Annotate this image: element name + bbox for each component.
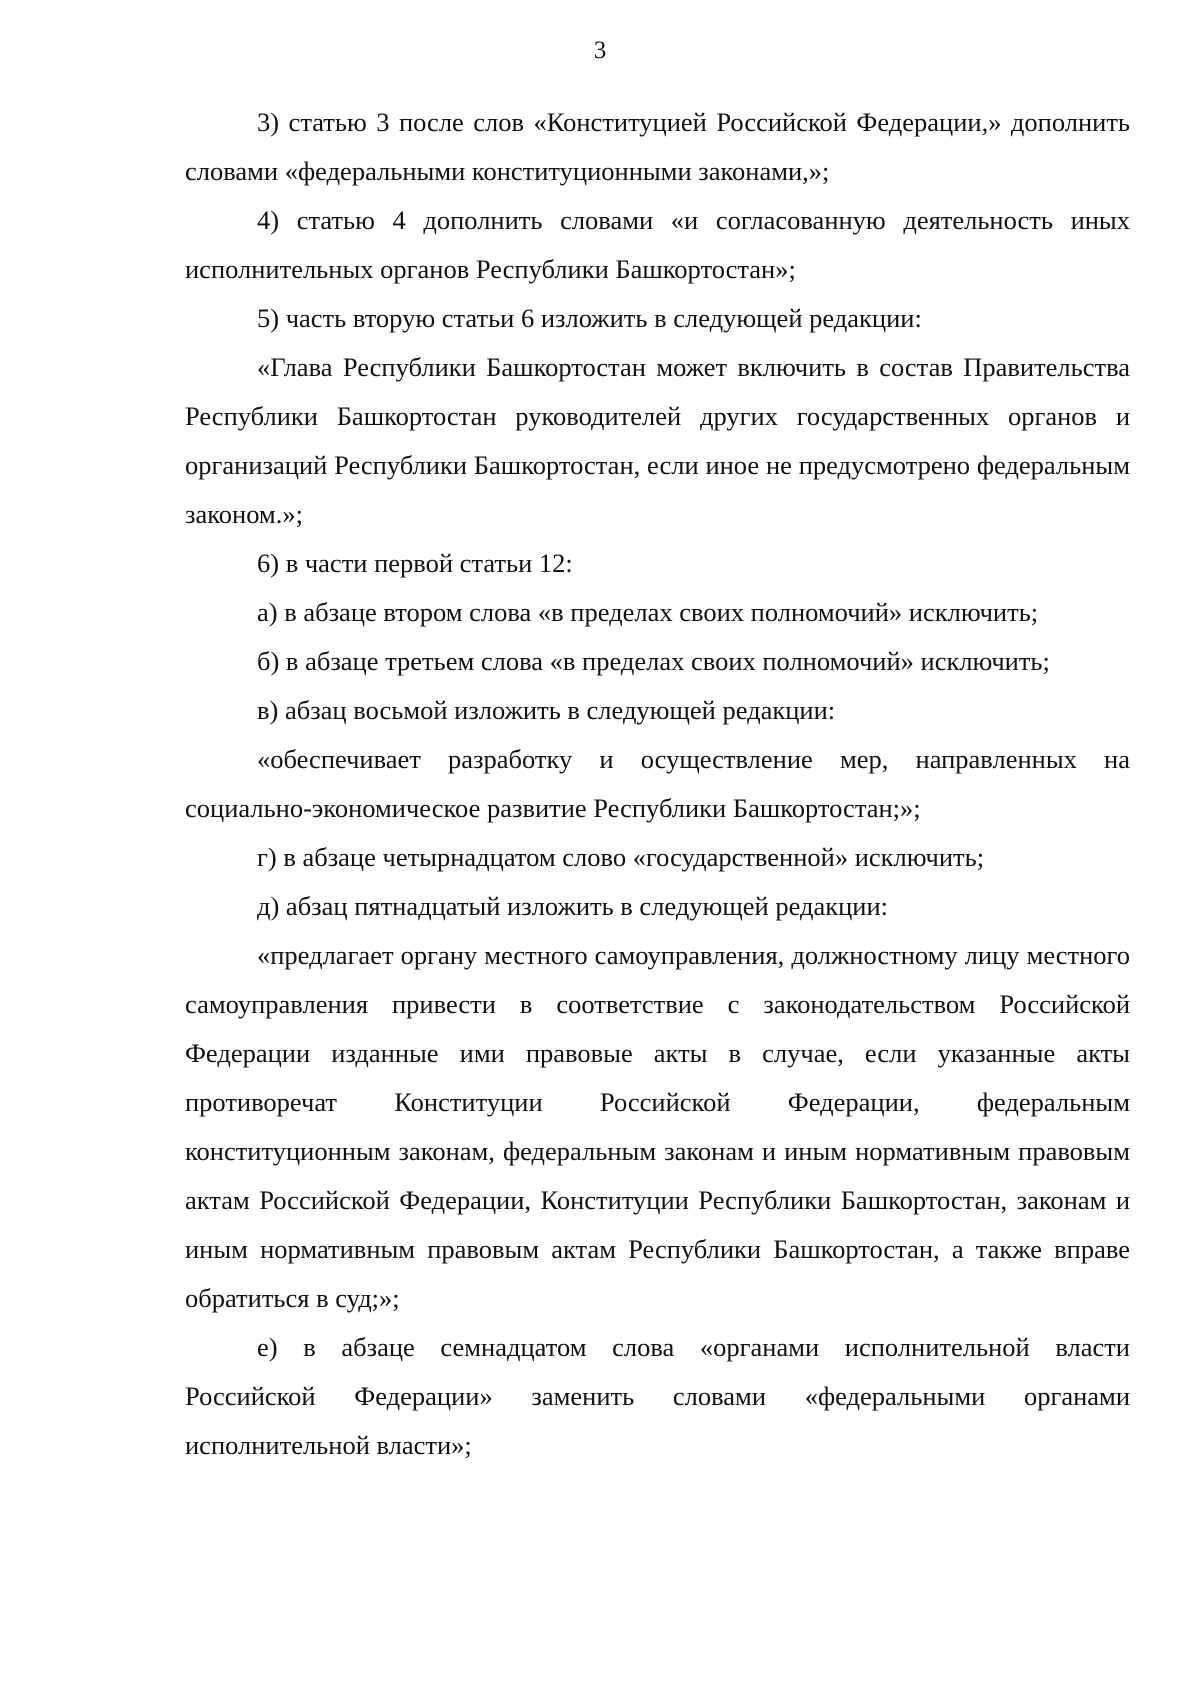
paragraph-item-4: 4) статью 4 дополнить словами «и согласованную деятельность иных исполнительных органов Республики Башкортостан»; (185, 205, 1130, 284)
paragraph-item-3: 3) статью 3 после слов «Конституцией Российской Федерации,» дополнить словами «федеральными конституционными законами,»; (185, 107, 1130, 186)
paragraph-subitem-e: е) в абзаце семнадцатом слова «органами исполнительной власти Российской Федерации» заменить словами «федеральными органами исполнительной власти»; (185, 1332, 1130, 1460)
document-body (185, 98, 1130, 1470)
paragraph-subitem-g: г) в абзаце четырнадцатом слово «государственной» исключить; (257, 842, 985, 872)
page-number: 3 (593, 37, 607, 64)
paragraph-quote-paragraph-8: «обеспечивает разработку и осуществление мер, направленных на социально-экономическое развитие Республики Башкортостан;»; (185, 744, 1130, 823)
paragraph-quote-paragraph-15: «предлагает органу местного самоуправления, должностному лицу местного самоуправления привести в соответствие с законодательством Российской Федерации изданные ими правовые акты в случае, если указанные акты противоречат Конституции Российской Федерации, федеральным конституционным законам, федеральным законам и иным нормативным правовым актам Российской Федерации, Конституции Республики Башкортостан, законам и иным нормативным правовым актам Республики Башкортостан, а также вправе обратиться в суд;»; (185, 940, 1130, 1313)
paragraph-item-5: 5) часть вторую статьи 6 изложить в следующей редакции: (257, 303, 922, 333)
paragraph-subitem-a: а) в абзаце втором слова «в пределах своих полномочий» исключить; (257, 597, 1039, 627)
paragraph-subitem-v: в) абзац восьмой изложить в следующей редакции: (257, 695, 836, 725)
paragraph-item-6: 6) в части первой статьи 12: (257, 548, 573, 578)
paragraph-subitem-b: б) в абзаце третьем слова «в пределах своих полномочий» исключить; (257, 646, 1050, 676)
paragraph-subitem-d: д) абзац пятнадцатый изложить в следующей редакции: (257, 891, 889, 921)
paragraph-quote-article-6: «Глава Республики Башкортостан может включить в состав Правительства Республики Башкортостан руководителей других государственных органов и организаций Республики Башкортостан, если иное не предусмотрено федеральным законом.»; (185, 352, 1130, 529)
